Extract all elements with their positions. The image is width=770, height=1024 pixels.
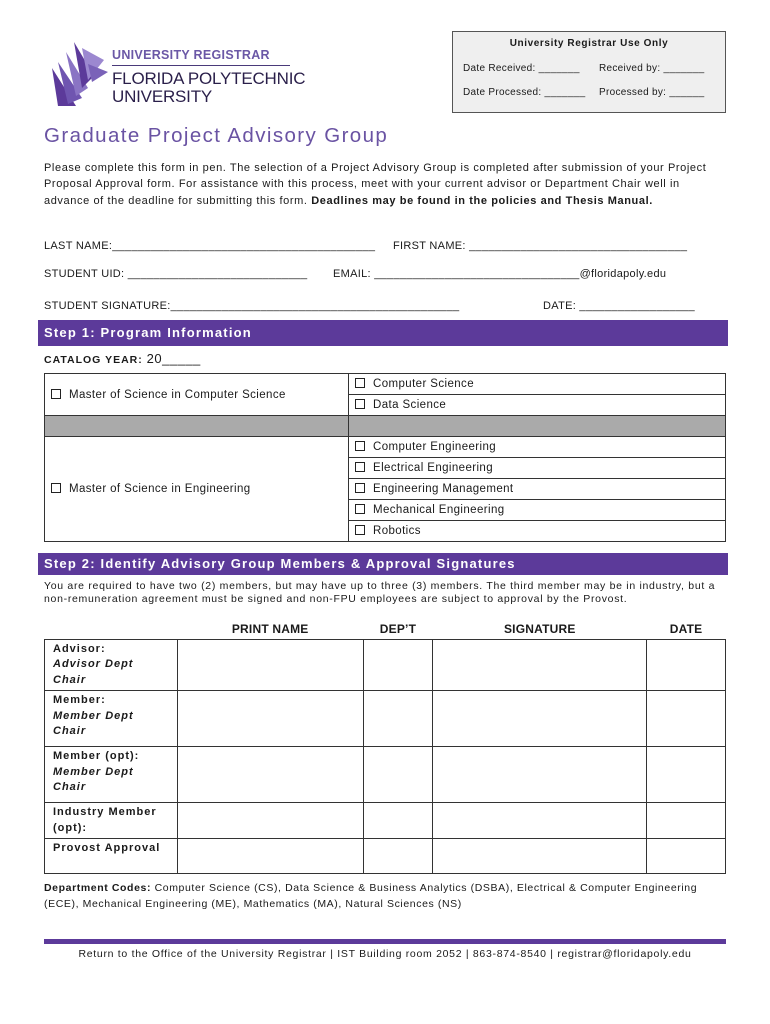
email-field[interactable]: EMAIL: ________________________________@floridapoly.edu: [333, 268, 667, 280]
first-name-field[interactable]: FIRST NAME: __________________________________: [393, 240, 688, 252]
program-engineering[interactable]: [45, 437, 349, 542]
role-label: Member (opt):: [53, 750, 140, 762]
checkbox-icon[interactable]: [355, 504, 365, 514]
option-electrical-engineering[interactable]: [349, 458, 726, 479]
option-label: Electrical Engineering: [373, 462, 494, 474]
processed-by-field[interactable]: Processed by: ______: [599, 87, 705, 98]
catalog-year: [44, 351, 201, 366]
table-row: [45, 839, 726, 874]
role-label: Member:: [53, 694, 106, 706]
student-uid-field[interactable]: STUDENT UID: ____________________________: [44, 268, 308, 280]
col-dept: DEP’T: [363, 620, 433, 639]
signature-table: [44, 620, 726, 874]
step2-instructions: You are required to have two (2) members, but may have up to three (3) members. The third member may be in industry, but a non-remuneration agreement must be signed and non-FPU employees are subject to approval by the Provost.: [44, 580, 716, 605]
intro-paragraph: [44, 160, 724, 209]
row-member-label: [45, 691, 178, 747]
checkbox-icon[interactable]: [51, 389, 61, 399]
member-print-name-cell[interactable]: [177, 691, 363, 747]
program-eng-label: Master of Science in Engineering: [69, 483, 251, 495]
row-industry-label: [45, 803, 178, 839]
option-engineering-management[interactable]: [349, 479, 726, 500]
catalog-year-field[interactable]: 20_____: [146, 351, 201, 366]
received-by-field[interactable]: Received by: _______: [599, 63, 705, 74]
option-computer-science[interactable]: [349, 374, 726, 395]
role-sublabel: Advisor Dept Chair: [53, 658, 134, 686]
industry-date-cell[interactable]: [647, 803, 726, 839]
step2-header: Step 2: Identify Advisory Group Members & Approval Signatures: [38, 553, 728, 575]
table-row: [45, 691, 726, 747]
member-date-cell[interactable]: [647, 691, 726, 747]
provost-signature-cell[interactable]: [433, 839, 647, 874]
logo-name-line1: FLORIDA POLYTECHNIC: [112, 69, 306, 88]
logo-registrar-text: UNIVERSITY REGISTRAR: [112, 48, 270, 62]
option-data-science[interactable]: [349, 395, 726, 416]
step1-header: Step 1: Program Information: [38, 320, 728, 346]
registrar-box-title: University Registrar Use Only: [509, 38, 669, 49]
program-cs-label: Master of Science in Computer Science: [69, 388, 286, 401]
logo-divider: [112, 65, 290, 66]
role-sublabel: Member Dept Chair: [53, 765, 134, 793]
codes-label: Department Codes:: [44, 882, 152, 894]
checkbox-icon[interactable]: [355, 462, 365, 472]
catalog-year-label: CATALOG YEAR:: [44, 354, 147, 366]
date-processed-field[interactable]: Date Processed: _______: [463, 87, 586, 98]
row-member-opt-label: [45, 747, 178, 803]
col-print-name: PRINT NAME: [177, 620, 363, 639]
last-name-field[interactable]: LAST NAME:_________________________________________: [44, 240, 376, 252]
program-table: [44, 373, 726, 542]
option-label: Computer Engineering: [373, 441, 497, 453]
member-opt-print-name-cell[interactable]: [177, 747, 363, 803]
university-logo: [48, 38, 308, 110]
industry-dept-cell[interactable]: [363, 803, 433, 839]
program-cs[interactable]: [45, 374, 349, 416]
checkbox-icon[interactable]: [355, 525, 365, 535]
checkbox-icon[interactable]: [355, 399, 365, 409]
table-corner: [45, 620, 178, 639]
option-label: Computer Science: [373, 378, 474, 390]
checkbox-icon[interactable]: [51, 483, 61, 493]
checkbox-icon[interactable]: [355, 378, 365, 388]
table-separator: [45, 416, 726, 437]
option-robotics[interactable]: [349, 521, 726, 542]
date-received-field[interactable]: Date Received: _______: [463, 63, 580, 74]
member-opt-date-cell[interactable]: [647, 747, 726, 803]
provost-dept-cell[interactable]: [363, 839, 433, 874]
advisor-dept-cell[interactable]: [363, 639, 433, 691]
advisor-signature-cell[interactable]: [433, 639, 647, 691]
advisor-date-cell[interactable]: [647, 639, 726, 691]
registrar-use-box: [452, 31, 726, 113]
student-signature-field[interactable]: STUDENT SIGNATURE:_____________________________________________: [44, 300, 460, 312]
industry-print-name-cell[interactable]: [177, 803, 363, 839]
table-row: [45, 803, 726, 839]
role-label: Provost Approval: [53, 842, 161, 854]
provost-date-cell[interactable]: [647, 839, 726, 874]
role-sublabel: Member Dept Chair: [53, 709, 134, 737]
footer-contact: Return to the Office of the University Registrar | IST Building room 2052 | 863-874-8540 | registrar@floridapoly.edu: [78, 948, 692, 960]
member-dept-cell[interactable]: [363, 691, 433, 747]
option-mechanical-engineering[interactable]: [349, 500, 726, 521]
intro-deadline-note: Deadlines may be found in the policies and Thesis Manual.: [311, 194, 653, 207]
member-signature-cell[interactable]: [433, 691, 647, 747]
row-provost-label: [45, 839, 178, 874]
option-label: Mechanical Engineering: [373, 504, 505, 516]
codes-text: Computer Science (CS), Data Science & Business Analytics (DSBA), Electrical & Computer Engineering (ECE), Mechanical Engineering (ME), Mathematics (MA), Natural Sciences (NS): [44, 882, 698, 910]
table-row: [45, 639, 726, 691]
checkbox-icon[interactable]: [355, 441, 365, 451]
advisor-print-name-cell[interactable]: [177, 639, 363, 691]
option-label: Robotics: [373, 525, 421, 537]
industry-signature-cell[interactable]: [433, 803, 647, 839]
col-signature: SIGNATURE: [433, 620, 647, 639]
provost-print-name-cell[interactable]: [177, 839, 363, 874]
member-opt-dept-cell[interactable]: [363, 747, 433, 803]
checkbox-icon[interactable]: [355, 483, 365, 493]
page-title: Graduate Project Advisory Group: [44, 124, 389, 147]
phoenix-logo-icon: [48, 38, 108, 106]
option-label: Engineering Management: [373, 483, 514, 495]
option-label: Data Science: [373, 399, 447, 411]
option-computer-engineering[interactable]: [349, 437, 726, 458]
intro-text: Please complete this form in pen. The selection of a Project Advisory Group is completed after submission of your Project Proposal Approval form. For assistance with this process, meet with your current advisor or Department Chair well in advance of the deadline for submitting this form.: [44, 162, 707, 207]
role-label: Industry Member (opt):: [53, 806, 157, 834]
col-date: DATE: [647, 620, 726, 639]
role-label: Advisor:: [53, 642, 106, 655]
date-field[interactable]: DATE: __________________: [543, 300, 695, 312]
logo-name-line2: UNIVERSITY: [112, 87, 213, 106]
table-row: [45, 747, 726, 803]
footer-divider: [44, 939, 726, 944]
department-codes: [44, 881, 728, 912]
row-advisor-label: [45, 639, 178, 691]
member-opt-signature-cell[interactable]: [433, 747, 647, 803]
